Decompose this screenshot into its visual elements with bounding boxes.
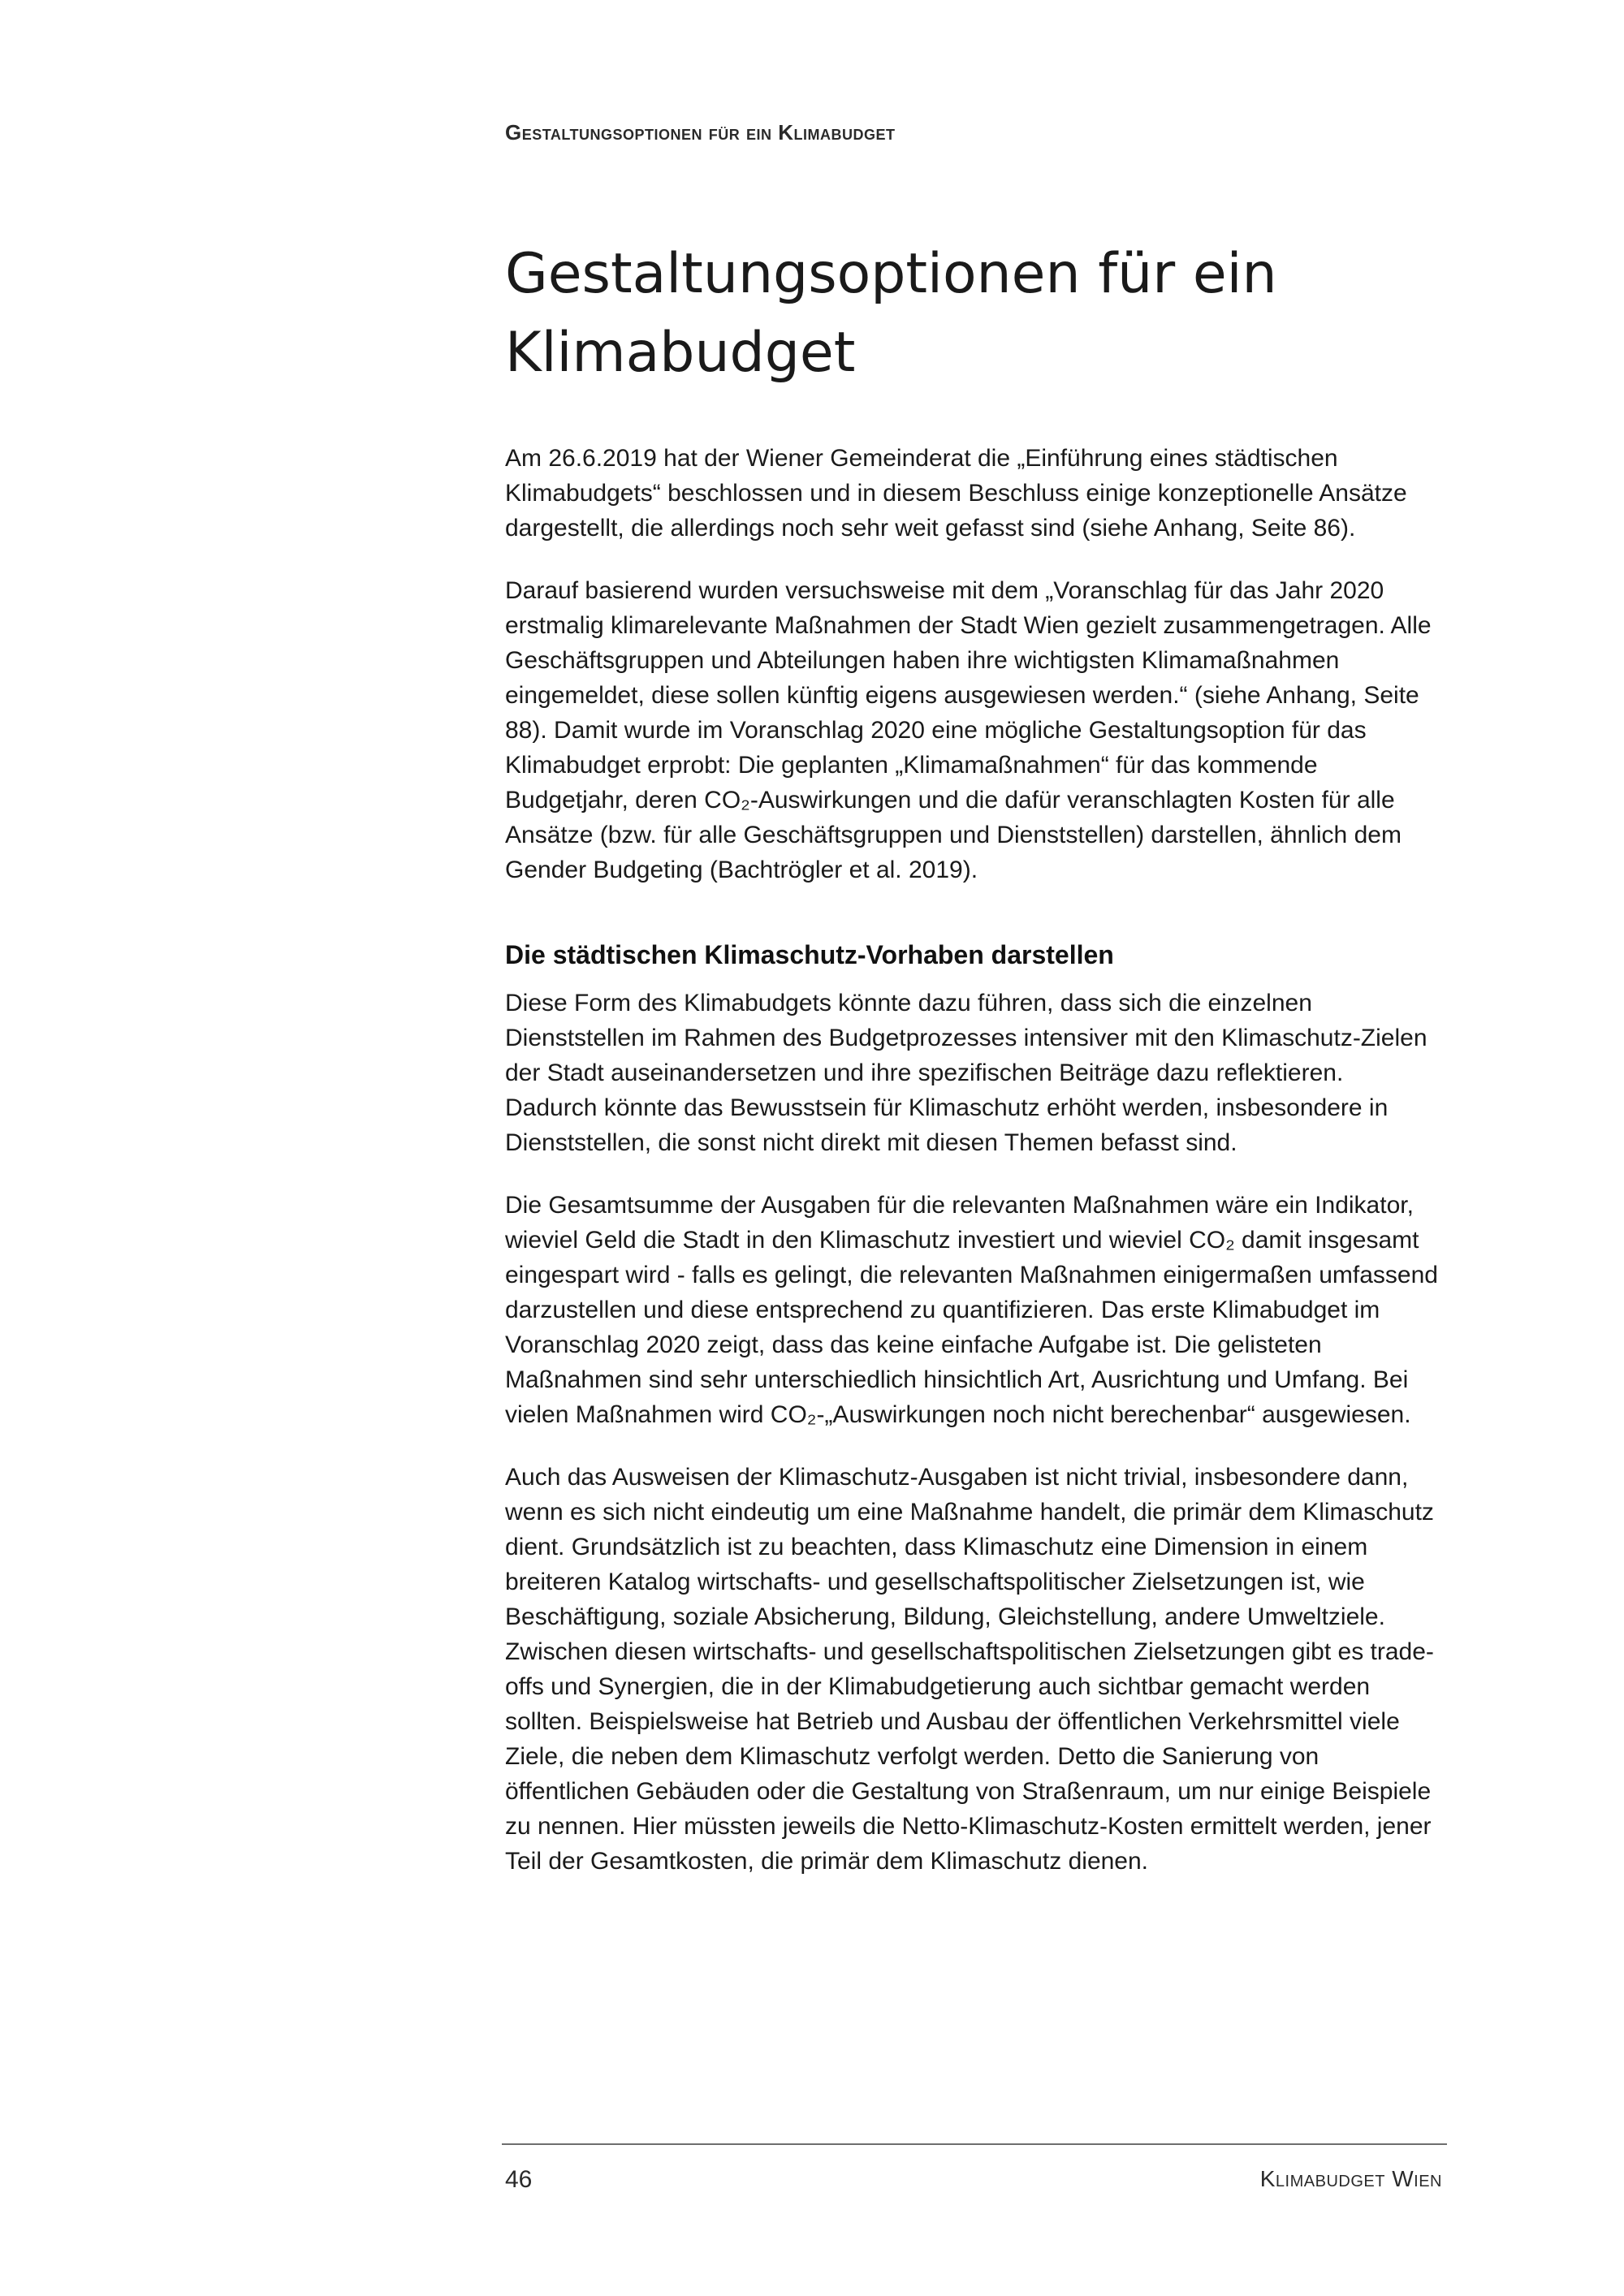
page-number: 46 [505, 2166, 533, 2193]
paragraph: Die Gesamtsumme der Ausgaben für die relevanten Maßnahmen wäre ein Indikator, wieviel Geld die Stadt in den Klimaschutz investiert und wieviel CO₂ damit insgesamt eingespart wird - falls es gelingt, die relevanten Maßnahmen einigermaßen umfassend darzustellen und diese entsprechend zu quantifizieren. Das erste Klimabudget im Voranschlag 2020 zeigt, dass das keine einfache Aufgabe ist. Die gelisteten Maßnahmen sind sehr unterschiedlich hinsichtlich Art, Ausrichtung und Umfang. Bei vielen Maßnahmen wird CO₂-„Auswirkungen noch nicht berechenbar“ ausgewiesen. [505, 1192, 1438, 1429]
paragraph: Auch das Ausweisen der Klimaschutz-Ausgaben ist nicht trivial, insbesondere dann, wenn es sich nicht eindeutig um eine Maßnahme handelt, die primär dem Klimaschutz dient. Grundsätzlich ist zu beachten, dass Klimaschutz eine Dimension in einem breiteren Katalog wirtschafts- und gesellschaftspolitischer Zielsetzungen ist, wie Beschäftigung, soziale Absicherung, Bildung, Gleichstellung, andere Umweltziele. Zwischen diesen wirtschafts- und gesellschaftspolitischen Zielsetzungen gibt es trade-offs und Synergien, die in der Klimabudgetierung auch sichtbar gemacht werden sollten. Beispielsweise hat Betrieb und Ausbau der öffentlichen Verkehrsmittel viele Ziele, die neben dem Klimaschutz verfolgt werden. Detto die Sanierung von öffentlichen Gebäuden oder die Gestaltung von Straßenraum, um nur einige Beispiele zu nennen. Hier müssten jeweils die Netto-Klimaschutz-Kosten ermittelt werden, jener Teil der Gesamtkosten, die primär dem Klimaschutz dienen. [505, 1464, 1434, 1875]
main-content [505, 235, 1439, 1906]
footer-divider [502, 2143, 1447, 2145]
page-title: Gestaltungsoptionen für ein Klimabudget [505, 242, 1277, 385]
paragraph: Darauf basierend wurden versuchsweise mit dem „Voranschlag für das Jahr 2020 erstmalig klimarelevante Maßnahmen der Stadt Wien gezielt zusammengetragen. Alle Geschäftsgruppen und Abteilungen haben ihre wichtigsten Klimamaßnahmen eingemeldet, diese sollen künftig eigens ausgewiesen werden.“ (siehe Anhang, Seite 88). Damit wurde im Voranschlag 2020 eine mögliche Gestaltungsoption für das Klimabudget erprobt: Die geplanten „Klimamaßnahmen“ für das kommende Budgetjahr, deren CO₂-Auswirkungen und die dafür veranschlagten Kosten für alle Ansätze (bzw. für alle Geschäftsgruppen und Dienststellen) darstellen, ähnlich dem Gender Budgeting (Bachtrögler et al. 2019). [505, 577, 1432, 884]
paragraph: Am 26.6.2019 hat der Wiener Gemeinderat die „Einführung eines städtischen Klimabudgets“ beschlossen und in diesem Beschluss einige konzeptionelle Ansätze dargestellt, die allerdings noch sehr weit gefasst sind (siehe Anhang, Seite 86). [505, 445, 1407, 542]
paragraph: Diese Form des Klimabudgets könnte dazu führen, dass sich die einzelnen Dienststellen im Rahmen des Budgetprozesses intensiver mit den Klimaschutz-Zielen der Stadt auseinandersetzen und ihre spezifischen Beiträge dazu reflektieren. Dadurch könnte das Bewusstsein für Klimaschutz erhöht werden, insbesondere in Dienststellen, die sonst nicht direkt mit diesen Themen befasst sind. [505, 990, 1427, 1157]
running-header: Gestaltungsoptionen für ein Klimabudget [505, 120, 896, 145]
section-heading: Die städtischen Klimaschutz-Vorhaben darstellen [505, 940, 1114, 970]
footer-publication-title: Klimabudget Wien [1259, 2166, 1442, 2191]
